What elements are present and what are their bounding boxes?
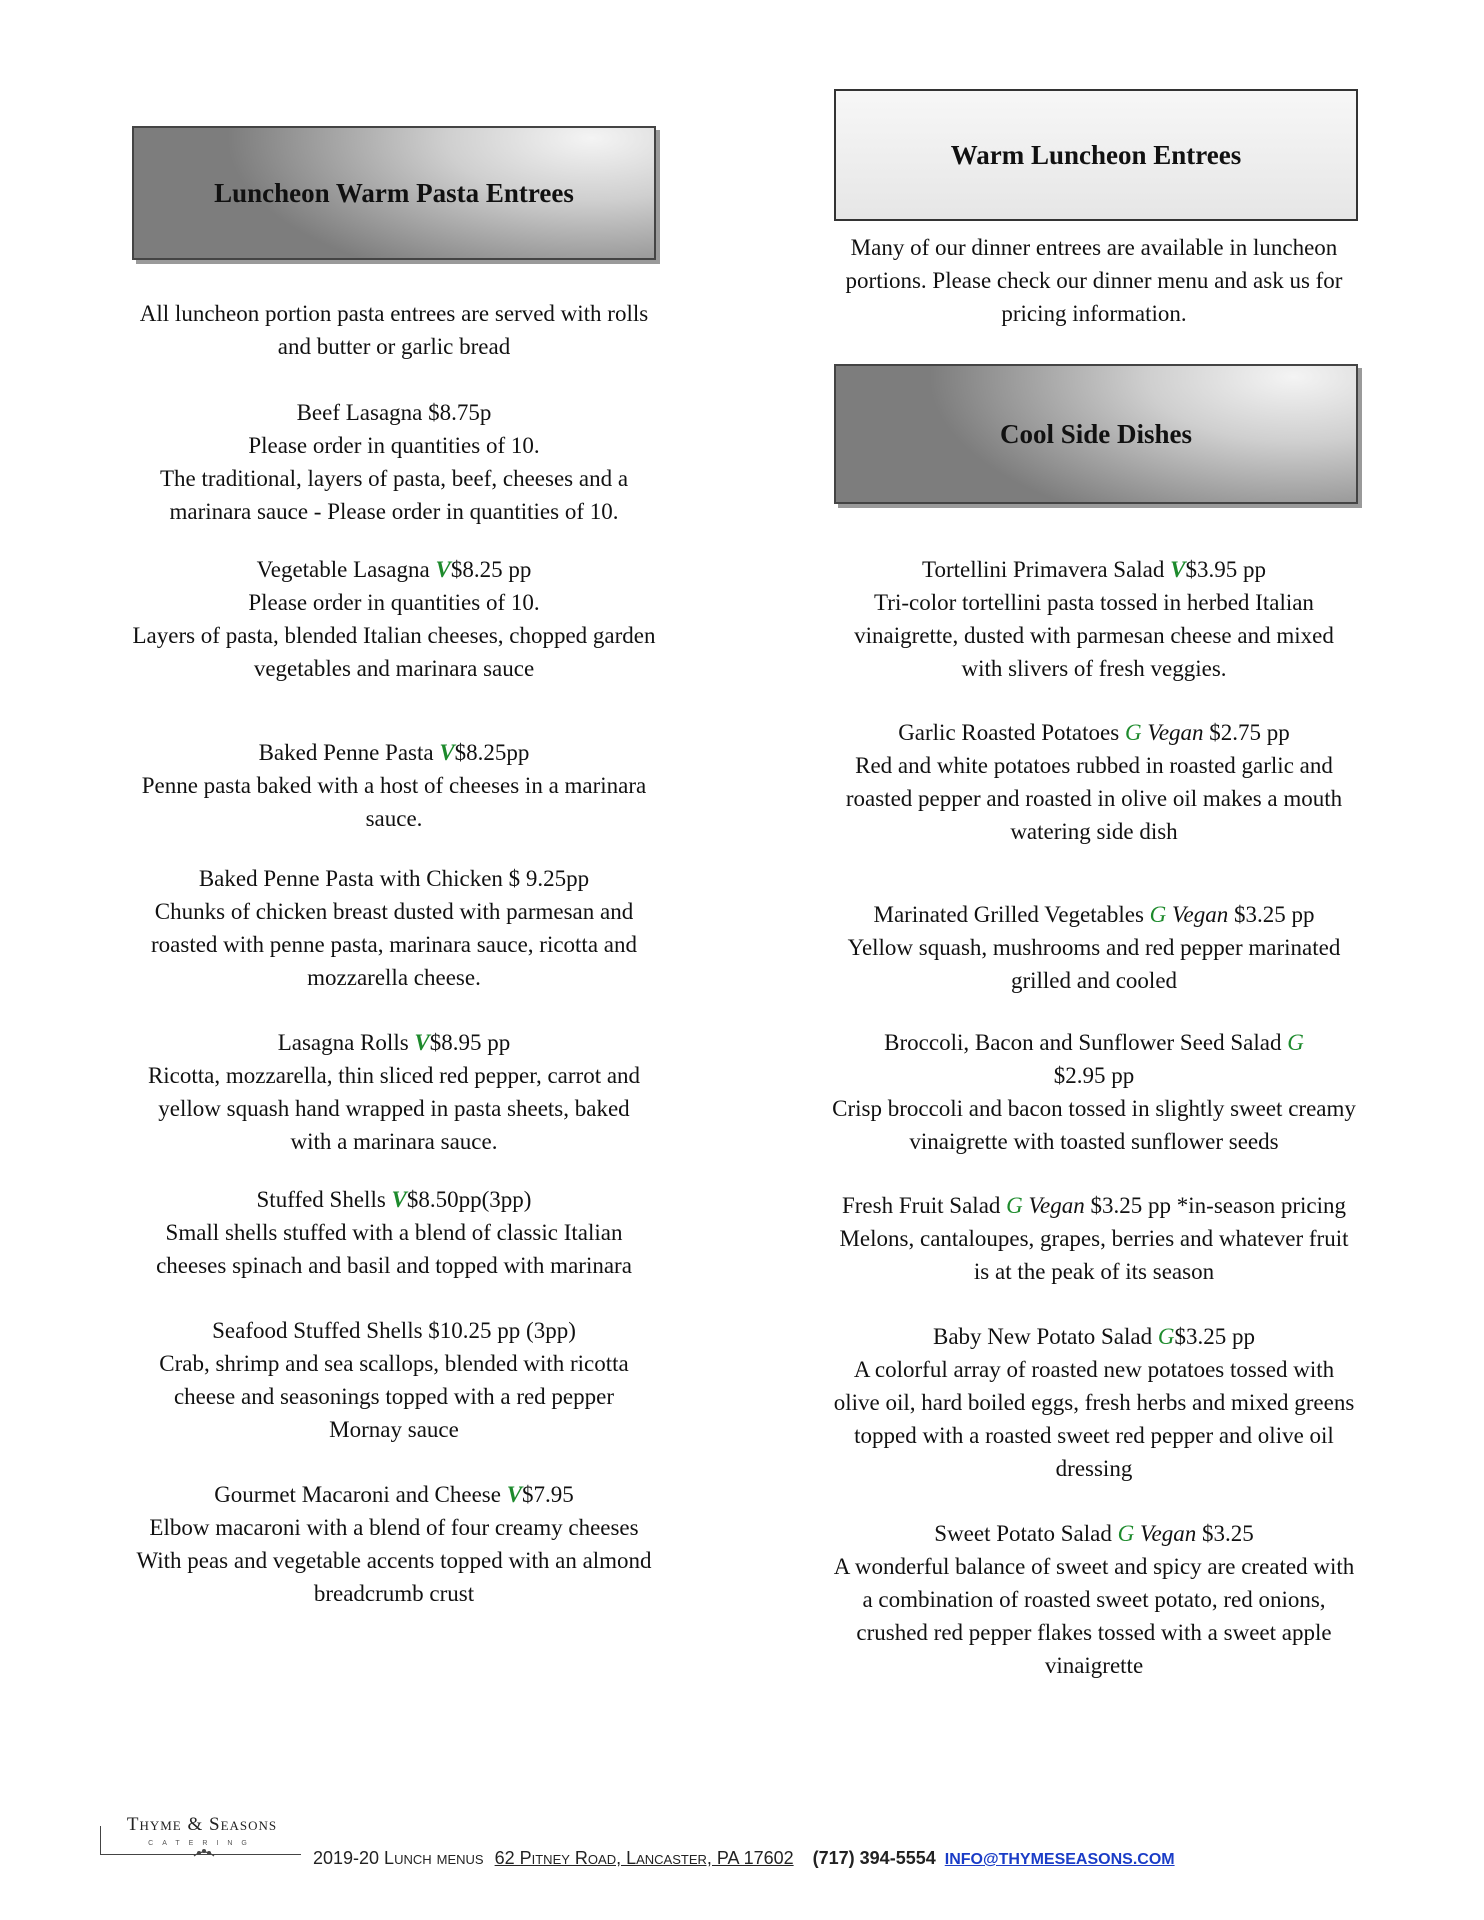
item-title: Gourmet Macaroni and Cheese V$7.95 [214,1482,574,1507]
menu-item-seafood-shells: Seafood Stuffed Shells $10.25 pp (3pp) Crab, shrimp and sea scallops, blended with ricotta cheese and seasonings topped with a red pepper Mornay sauce [84,1314,704,1446]
menu-item-vegetable-lasagna: Vegetable Lasagna V$8.25 pp Please order in quantities of 10. Layers of pasta, blended Italian cheeses, chopped garden vegetables and marinara sauce [84,553,704,685]
vegetarian-badge: V [435,557,451,582]
gluten-free-badge: G [1124,720,1142,745]
item-title: Beef Lasagna $8.75p [296,400,492,425]
vegetarian-badge: V [391,1187,407,1212]
menu-item-penne-chicken: Baked Penne Pasta with Chicken $ 9.25pp Chunks of chicken breast dusted with parmesan and roasted with penne pasta, marinara sauce, ricotta and mozzarella cheese. [84,862,704,994]
item-title: Baked Penne Pasta V$8.25pp [258,740,530,765]
vegetarian-badge: V [1170,557,1186,582]
footer [0,1800,1484,1880]
pasta-intro: All luncheon portion pasta entrees are served with rolls and butter or garlic bread [139,301,649,359]
phone-number[interactable]: (717) 394-5554 [812,1848,936,1868]
item-title: Broccoli, Bacon and Sunflower Seed Salad G [884,1030,1304,1055]
company-logo [100,1814,304,1860]
side-item-broccoli-salad: Broccoli, Bacon and Sunflower Seed Salad G $2.95 pp Crisp broccoli and bacon tossed in slightly sweet creamy vinaigrette with toasted sunflower seeds [784,1026,1404,1158]
gluten-free-badge: G [1287,1030,1304,1055]
pasta-entrees-heading: Luncheon Warm Pasta Entrees [214,177,574,208]
side-item-fruit-salad: Fresh Fruit Salad G Vegan $3.25 pp *in-season pricing Melons, cantaloupes, grapes, berries and whatever fruit is at the peak of its season [784,1189,1404,1288]
gluten-free-badge: G [1117,1521,1135,1546]
right-column [784,0,1404,1700]
item-title: Baby New Potato Salad G$3.25 pp [933,1324,1255,1349]
item-title: Sweet Potato Salad G Vegan $3.25 [934,1521,1254,1546]
herb-sprig-icon [192,1846,216,1860]
item-title: Vegetable Lasagna V$8.25 pp [256,557,532,582]
vegetarian-badge: V [506,1482,523,1507]
menu-item-mac-cheese: Gourmet Macaroni and Cheese V$7.95 Elbow macaroni with a blend of four creamy cheeses With peas and vegetable accents topped with an almond breadcrumb crust [84,1478,704,1610]
side-item-sweet-potato-salad: Sweet Potato Salad G Vegan $3.25 A wonderful balance of sweet and spicy are created with a combination of roasted sweet potato, red onions, crushed red pepper flakes tossed with a sweet apple vinaigrette [784,1517,1404,1682]
email-link[interactable]: INFO@THYMESEASONS.COM [944,1851,1175,1868]
left-column [84,0,704,1640]
gluten-free-badge: G [1149,902,1167,927]
item-title: Seafood Stuffed Shells $10.25 pp (3pp) [212,1318,576,1343]
item-title: Marinated Grilled Vegetables G Vegan $3.25 pp [873,902,1315,927]
warm-entrees-intro: Many of our dinner entrees are available in luncheon portions. Please check our dinner menu and ask us for pricing information. [845,235,1343,326]
item-title: Garlic Roasted Potatoes G Vegan $2.75 pp [898,720,1290,745]
gluten-free-badge: G [1006,1193,1023,1218]
item-title: Baked Penne Pasta with Chicken $ 9.25pp [198,866,590,891]
menu-item-stuffed-shells: Stuffed Shells V$8.50pp(3pp) Small shells stuffed with a blend of classic Italian cheeses spinach and basil and topped with marinara [84,1183,704,1282]
warm-entrees-heading: Warm Luncheon Entrees [950,139,1242,170]
logo-subtitle: CATERING [148,1840,256,1847]
cool-sides-heading: Cool Side Dishes [999,418,1193,449]
gluten-free-badge: G [1157,1324,1175,1349]
vegan-label: Vegan [1147,720,1204,745]
address-link[interactable]: 62 Pitney Road, Lancaster, PA 17602 [494,1848,794,1868]
side-item-tortellini: Tortellini Primavera Salad V$3.95 pp Tri-color tortellini pasta tossed in herbed Italian vinaigrette, dusted with parmesan cheese and mixed with slivers of fresh veggies. [784,553,1404,685]
item-title: Tortellini Primavera Salad V$3.95 pp [922,557,1266,582]
vegan-label: Vegan [1028,1193,1085,1218]
side-item-garlic-potatoes: Garlic Roasted Potatoes G Vegan $2.75 pp Red and white potatoes rubbed in roasted garlic and roasted pepper and roasted in olive oil makes a mouth watering side dish [784,716,1404,848]
menu-item-beef-lasagna: Beef Lasagna $8.75p Please order in quantities of 10. The traditional, layers of pasta, beef, cheeses and a marinara sauce - Please order in quantities of 10. [84,396,704,528]
side-item-grilled-vegetables: Marinated Grilled Vegetables G Vegan $3.25 pp Yellow squash, mushrooms and red pepper marinated grilled and cooled [784,898,1404,997]
footer-line [313,1848,1175,1869]
item-title: Stuffed Shells V$8.50pp(3pp) [256,1187,532,1212]
menu-item-lasagna-rolls: Lasagna Rolls V$8.95 pp Ricotta, mozzarella, thin sliced red pepper, carrot and yellow squash hand wrapped in pasta sheets, baked with a marinara sauce. [84,1026,704,1158]
vegan-label: Vegan [1172,902,1229,927]
menu-label: 2019-20 Lunch menus [313,1848,484,1868]
vegan-label: Vegan [1140,1521,1197,1546]
vegetarian-badge: V [439,740,455,765]
item-title: Lasagna Rolls V$8.95 pp [277,1030,511,1055]
vegetarian-badge: V [414,1030,430,1055]
menu-item-baked-penne: Baked Penne Pasta V$8.25pp Penne pasta baked with a host of cheeses in a marinara sauce. [84,736,704,835]
item-title: Fresh Fruit Salad G Vegan $3.25 pp *in-season pricing [841,1193,1347,1218]
logo-name: Thyme & Seasons [126,1814,278,1835]
side-item-potato-salad: Baby New Potato Salad G$3.25 pp A colorful array of roasted new potatoes tossed with olive oil, hard boiled eggs, fresh herbs and mixed greens topped with a roasted sweet red pepper and olive oil dressing [784,1320,1404,1485]
